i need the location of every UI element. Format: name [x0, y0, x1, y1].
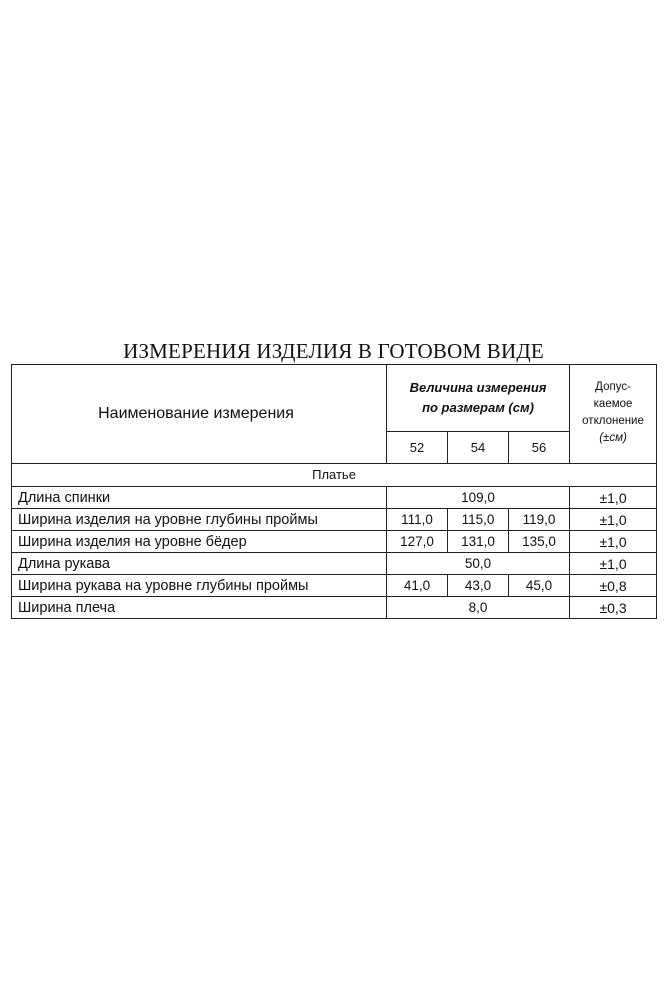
table-row — [12, 553, 657, 575]
header-tolerance-line4: (±см) — [599, 432, 627, 444]
row-name: Ширина плеча — [12, 597, 387, 619]
measurements-table — [11, 364, 657, 619]
row-value-54: 43,0 — [448, 575, 509, 597]
row-value-52: 127,0 — [387, 531, 448, 553]
row-value-merged: 109,0 — [387, 487, 570, 509]
section-row — [12, 464, 657, 487]
document-title: ИЗМЕРЕНИЯ ИЗДЕЛИЯ В ГОТОВОМ ВИДЕ — [123, 339, 544, 363]
size-54: 54 — [448, 432, 509, 464]
header-tolerance — [570, 365, 657, 464]
row-name: Ширина изделия на уровне бёдер — [12, 531, 387, 553]
row-value-merged: 8,0 — [387, 597, 570, 619]
row-value-52: 111,0 — [387, 509, 448, 531]
size-52: 52 — [387, 432, 448, 464]
section-title: Платье — [12, 464, 657, 487]
row-value-56: 135,0 — [509, 531, 570, 553]
header-size-values — [387, 365, 570, 432]
row-value-merged: 50,0 — [387, 553, 570, 575]
header-tolerance-line2: каемое — [593, 398, 633, 410]
row-name: Ширина рукава на уровне глубины проймы — [12, 575, 387, 597]
row-tolerance: ±0,8 — [570, 575, 657, 597]
table-row — [12, 531, 657, 553]
table-row — [12, 487, 657, 509]
row-name: Длина спинки — [12, 487, 387, 509]
row-value-54: 115,0 — [448, 509, 509, 531]
header-tolerance-line1: Допус- — [595, 381, 631, 393]
table-row — [12, 597, 657, 619]
row-tolerance: ±1,0 — [570, 509, 657, 531]
row-value-52: 41,0 — [387, 575, 448, 597]
row-value-56: 45,0 — [509, 575, 570, 597]
header-tolerance-line3: отклонение — [582, 415, 644, 427]
size-56: 56 — [509, 432, 570, 464]
table-row — [12, 575, 657, 597]
header-measurement-name: Наименование измерения — [12, 365, 387, 464]
header-sizes-line2: по размерам (см) — [422, 400, 534, 415]
row-tolerance: ±1,0 — [570, 531, 657, 553]
table-row — [12, 509, 657, 531]
row-tolerance: ±1,0 — [570, 553, 657, 575]
row-name: Длина рукава — [12, 553, 387, 575]
row-value-54: 131,0 — [448, 531, 509, 553]
row-tolerance: ±0,3 — [570, 597, 657, 619]
row-value-56: 119,0 — [509, 509, 570, 531]
row-name: Ширина изделия на уровне глубины проймы — [12, 509, 387, 531]
table-header-row — [12, 365, 657, 432]
header-sizes-line1: Величина измерения — [409, 380, 547, 395]
row-tolerance: ±1,0 — [570, 487, 657, 509]
